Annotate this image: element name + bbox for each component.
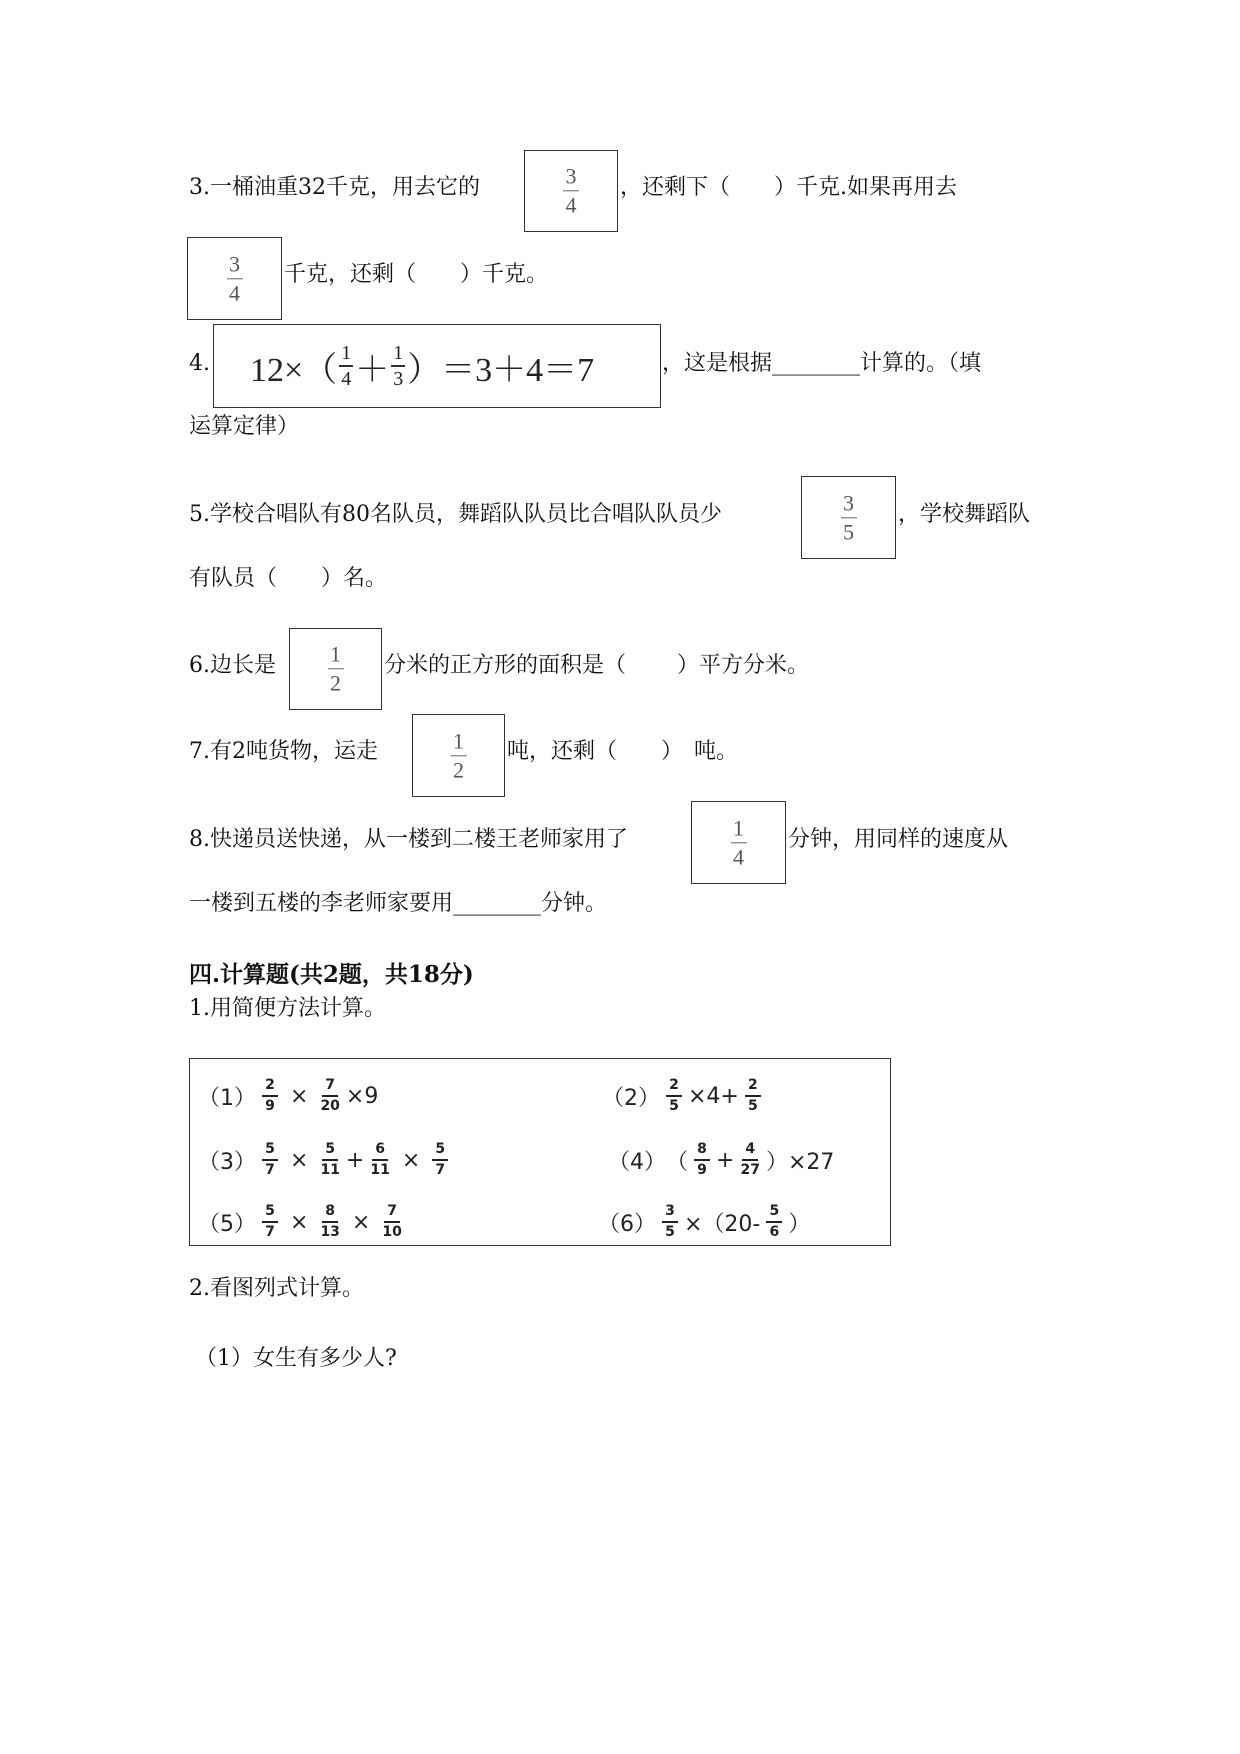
q8-fraction-box	[691, 801, 786, 884]
eq-fraction-1: 1 4	[341, 342, 352, 390]
fraction-numerator: 3	[843, 489, 854, 515]
q7-fraction	[413, 727, 504, 783]
eq-right: ）＝3＋4＝7	[407, 351, 595, 389]
q6-suffix: 分米的正方形的面积是（ ）平方分米。	[384, 653, 809, 678]
q5-fraction-box	[801, 476, 896, 559]
q5-prefix: 5.学校合唱队有80名队员，舞蹈队队员比合唱队队员少	[189, 502, 722, 527]
fraction-denominator: 5	[843, 519, 854, 545]
fraction-numerator: 3	[229, 250, 240, 276]
q8-suffix: 分钟，用同样的速度从	[788, 827, 1009, 852]
q6-fraction-box	[289, 628, 382, 710]
q7-prefix: 7.有2吨货物，运走	[189, 739, 378, 764]
q4-line2: 运算定律）	[189, 414, 300, 439]
fraction-numerator: 3	[565, 163, 577, 189]
eq-plus: ＋	[355, 351, 390, 389]
q5-suffix: ，学校舞蹈队	[898, 502, 1031, 527]
eq-fraction-2: 1 3	[393, 342, 404, 390]
fraction-denominator: 2	[330, 670, 341, 696]
fraction-denominator: 4	[733, 844, 744, 870]
q4-equation	[250, 325, 594, 407]
q3-mid: ，还剩下（ ）千克.如果再用去	[620, 175, 957, 200]
q3-suffix: 千克，还剩（ ）千克。	[284, 262, 549, 287]
q3-prefix: 3.一桶油重32千克，用去它的	[189, 175, 480, 200]
q8-fraction	[692, 814, 785, 870]
q3-line1	[189, 174, 480, 202]
calc-item-5: （5） 5 7 × 8 13 × 7 10	[198, 1203, 402, 1240]
q6-fraction	[290, 643, 381, 694]
fraction-numerator: 1	[733, 814, 744, 840]
eq-left: 12×（	[250, 351, 338, 389]
calc-question-1: 1.用简便方法计算。	[189, 996, 386, 1021]
calc-question-2-sub: （1）女生有多少人?	[195, 1346, 397, 1371]
calc-box	[189, 1058, 891, 1246]
fraction-denominator: 4	[565, 192, 577, 218]
calc-item-2: （2） 2 5 ×4+ 2 5	[602, 1071, 767, 1121]
calc-item-4: （4） （ 8 9 + 4 27 ）×27	[608, 1141, 835, 1178]
calc-question-2: 2.看图列式计算。	[189, 1276, 364, 1301]
fraction-numerator: 1	[330, 641, 341, 667]
q4-equation-box	[213, 324, 661, 408]
q3-fraction-1	[525, 165, 617, 216]
calc-item-6: （6） 3 5 ×（20- 5 6 ）	[598, 1203, 811, 1240]
fraction-numerator: 1	[453, 727, 464, 753]
q8-line2: 一楼到五楼的李老师家要用________分钟。	[189, 891, 608, 916]
q3-fraction-box-2	[187, 237, 282, 320]
fraction-denominator: 2	[453, 757, 464, 783]
q4-suffix: ，这是根据________计算的。（填	[662, 351, 982, 376]
q7-suffix: 吨，还剩（ ） 吨。	[507, 739, 739, 764]
q6-prefix: 6.边长是	[189, 653, 276, 678]
section-heading: 四.计算题(共2题，共18分)	[189, 961, 474, 988]
q5-line2: 有队员（ ）名。	[189, 566, 388, 591]
q4-prefix: 4.	[189, 351, 210, 376]
calc-item-1: （1） 2 9 × 7 20 ×9	[198, 1077, 379, 1114]
q8-prefix: 8.快递员送快递，从一楼到二楼王老师家用了	[189, 827, 628, 852]
q5-fraction	[802, 489, 895, 545]
fraction-denominator: 4	[229, 280, 240, 306]
calc-item-3: （3） 5 7 × 5 11 + 6 11 × 5 7	[198, 1135, 454, 1185]
q7-fraction-box	[412, 714, 505, 797]
q3-fraction-box-1	[524, 150, 618, 232]
q3-fraction-2	[188, 250, 281, 306]
